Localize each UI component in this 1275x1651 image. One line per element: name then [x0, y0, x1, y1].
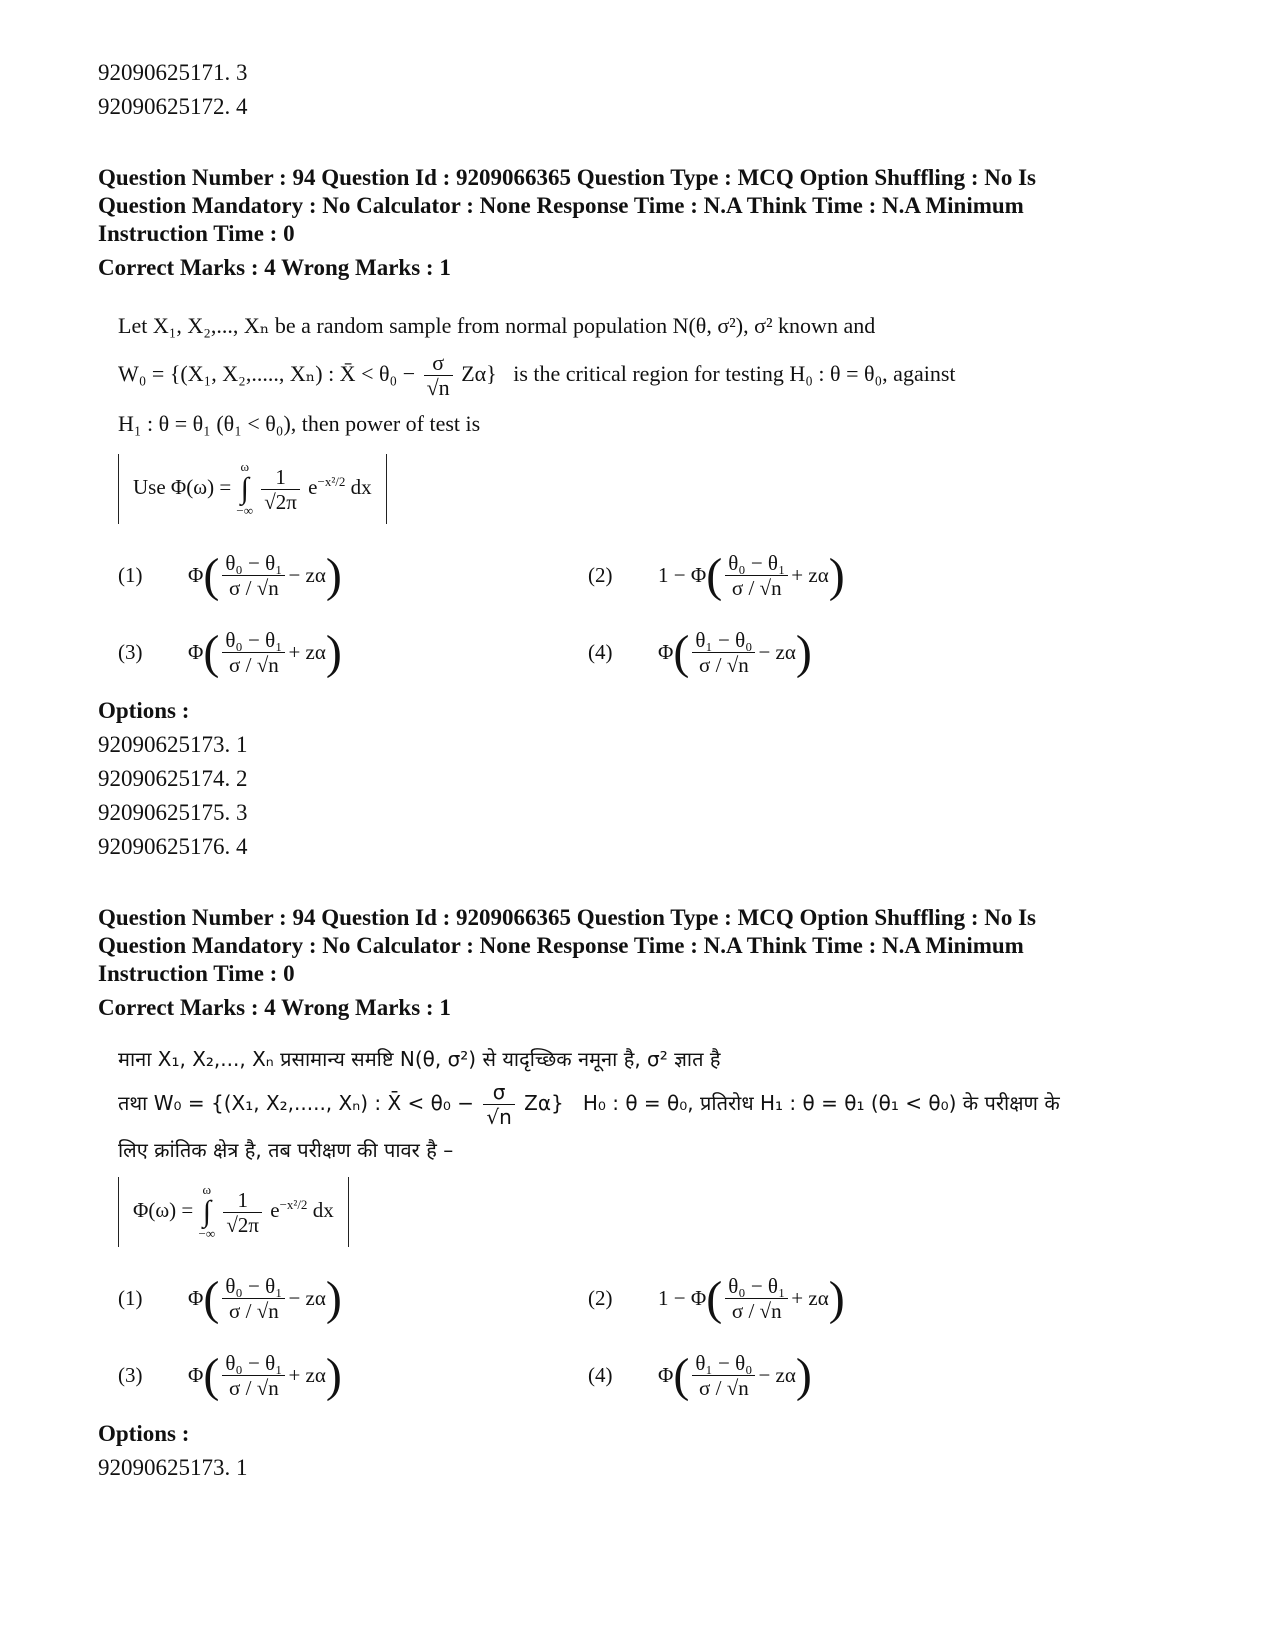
lower-limit: −∞ — [236, 503, 254, 519]
frac-num: θ₀ − θ₁ — [725, 1274, 788, 1299]
frac-num: θ₁ − θ₀ — [692, 1351, 755, 1376]
choice-4: (4) Φ ( $\frac{\text{θ₁ − θ₀}}{\sigma / √n}$ − zα ) — [588, 626, 812, 680]
choice-number: (3) — [118, 1363, 143, 1388]
choice-fraction — [222, 551, 285, 600]
choice-number: (1) — [118, 563, 143, 588]
region-left: W₀ = {(X₁, X₂,....., Xₙ) : X̄ < θ₀ − — [118, 361, 416, 386]
question-text: H₀ : θ = θ₀, प्रतिरोध H₁ : θ = θ₁ (θ₁ < θ₀) के परीक्षण के — [582, 1091, 1060, 1116]
question-marks: Correct Marks : 4 Wrong Marks : 1 — [98, 995, 451, 1021]
choice-3: (3) Φ ( $\frac{\text{θ₀ − θ₁}}{\sigma / √n}$ + zα ) — [118, 626, 342, 680]
frac-den: σ / √n — [699, 653, 749, 678]
frac-num: θ₀ − θ₁ — [222, 1274, 285, 1299]
phi-definition-box — [118, 454, 387, 524]
frac-den: σ / √n — [229, 1299, 279, 1324]
question-text: लिए क्रांतिक क्षेत्र है, तब परीक्षण की पावर है – — [118, 1138, 454, 1163]
phi-label: Φ(ω) = — [133, 1198, 194, 1223]
choice-fraction — [692, 628, 755, 677]
choices-grid — [118, 548, 1188, 680]
choice-fraction — [725, 551, 788, 600]
question-text: Let X₁, X₂,..., Xₙ be a random sample from normal population N(θ, σ²), σ² known and — [118, 313, 876, 338]
choice-number: (3) — [118, 640, 143, 665]
exp-base: e — [270, 1198, 280, 1223]
frac-num: 1 — [261, 465, 300, 490]
exponent: −x²/2 — [279, 1197, 308, 1213]
choice-number: (4) — [588, 1363, 613, 1388]
option-line: 92090625173. 1 — [98, 1455, 248, 1481]
frac-den: σ / √n — [229, 1376, 279, 1401]
question-meta: Question Number : 94 Question Id : 9209066365 Question Type : MCQ Option Shuffling : No Is — [98, 165, 1037, 190]
frac-den: √2π — [226, 1212, 260, 1237]
choice-fraction — [222, 1274, 285, 1323]
choice-prefix: Φ — [188, 1363, 204, 1388]
one-over-root-2pi — [261, 465, 300, 514]
question-meta: Question Mandatory : No Calculator : None Response Time : N.A Think Time : N.A Minimum — [98, 193, 1024, 218]
choice-number: (2) — [588, 563, 613, 588]
document-page — [98, 56, 1188, 1485]
choice-prefix: Φ — [658, 640, 674, 665]
choice-2: (2) 1 − Φ ( $\frac{\text{θ₀ − θ₁}}{\sigma / √n}$ + zα ) — [588, 1272, 845, 1326]
options-label: Options : — [98, 1421, 190, 1447]
options-label: Options : — [98, 698, 190, 724]
option-line: 92090625171. 3 — [98, 60, 248, 85]
frac-den: √n — [426, 375, 450, 401]
question-body — [118, 302, 1188, 680]
option-line: 92090625174. 2 — [98, 766, 248, 792]
choice-suffix: + zα — [791, 1286, 829, 1311]
choice-prefix: Φ — [188, 1286, 204, 1311]
region-left: तथा W₀ = {(X₁, X₂,....., Xₙ) : X̄ < θ₀ − — [118, 1091, 474, 1116]
dx: dx — [312, 1198, 334, 1223]
question-meta: Instruction Time : 0 — [98, 221, 295, 246]
dx: dx — [350, 475, 372, 500]
choice-prefix: 1 − Φ — [658, 563, 707, 588]
integral-sign: ∫ — [202, 1195, 211, 1229]
exp-base: e — [308, 475, 318, 500]
question-meta: Question Mandatory : No Calculator : None Response Time : N.A Think Time : N.A Minimum — [98, 933, 1024, 959]
upper-limit: ω — [202, 1182, 212, 1198]
choice-4: (4) Φ ( $\frac{\text{θ₁ − θ₀}}{\sigma / √n}$ − zα ) — [588, 1349, 812, 1403]
choice-fraction — [725, 1274, 788, 1323]
frac-den: √2π — [264, 489, 297, 514]
choices-grid — [118, 1271, 1188, 1403]
region-right: Zα} — [461, 361, 497, 386]
one-over-root-2pi — [223, 1188, 262, 1237]
frac-den: σ / √n — [229, 576, 279, 601]
frac-num: θ₀ − θ₁ — [222, 1351, 285, 1376]
question-meta: Instruction Time : 0 — [98, 961, 295, 987]
frac-num: θ₀ − θ₁ — [725, 551, 788, 576]
choice-1: (1) Φ ( $\frac{\text{θ₀ − θ₁}}{\sigma / √n}$ − zα ) — [118, 1272, 342, 1326]
integral-limits — [199, 1183, 216, 1241]
choice-suffix: + zα — [288, 1363, 326, 1388]
choice-number: (2) — [588, 1286, 613, 1311]
upper-limit: ω — [240, 459, 249, 475]
sigma-over-root-n — [483, 1080, 514, 1129]
phi-definition-box — [118, 1177, 349, 1247]
frac-num: θ₁ − θ₀ — [692, 628, 755, 653]
choice-number: (4) — [588, 640, 613, 665]
choice-suffix: − zα — [288, 1286, 326, 1311]
frac-den: σ / √n — [699, 1376, 749, 1401]
frac-num: σ — [424, 351, 453, 376]
frac-den: σ / √n — [731, 1299, 782, 1324]
question-text: माना X₁, X₂,..., Xₙ प्रसामान्य समष्टि N(θ, σ²) से यादृच्छिक नमूना है, σ² ज्ञात है — [118, 1047, 721, 1072]
frac-num: σ — [483, 1080, 514, 1105]
option-line: 92090625176. 4 — [98, 834, 248, 860]
choice-prefix: 1 − Φ — [658, 1286, 707, 1311]
choice-suffix: − zα — [288, 563, 326, 588]
option-line: 92090625173. 1 — [98, 732, 248, 758]
option-line: 92090625172. 4 — [98, 94, 248, 119]
integral-limits — [236, 460, 253, 518]
choice-fraction — [222, 1351, 285, 1400]
choice-prefix: Φ — [188, 563, 204, 588]
question-marks: Correct Marks : 4 Wrong Marks : 1 — [98, 255, 451, 280]
choice-3: (3) Φ ( $\frac{\text{θ₀ − θ₁}}{\sigma / √n}$ + zα ) — [118, 1349, 342, 1403]
critical-region-line — [118, 1080, 1188, 1129]
choice-prefix: Φ — [658, 1363, 674, 1388]
choice-2: (2) 1 − Φ ( $\frac{\text{θ₀ − θ₁}}{\sigma / √n}$ + zα ) — [588, 549, 845, 603]
lower-limit: −∞ — [198, 1226, 216, 1242]
question-text: is the critical region for testing H₀ : θ = θ₀, against — [513, 361, 956, 386]
question-body — [118, 1038, 1188, 1403]
choice-1: (1) Φ ( $\frac{\text{θ₀ − θ₁}}{\sigma / √n}$ − zα ) — [118, 549, 342, 603]
choice-number: (1) — [118, 1286, 143, 1311]
question-block-hindi — [98, 904, 1188, 1485]
question-text: H₁ : θ = θ₁ (θ₁ < θ₀), then power of test is — [118, 411, 481, 437]
phi-label: Use Φ(ω) = — [133, 475, 232, 500]
frac-num: θ₀ − θ₁ — [222, 551, 285, 576]
frac-den: √n — [486, 1105, 512, 1130]
frac-den: σ / √n — [731, 576, 782, 601]
frac-num: 1 — [223, 1188, 262, 1213]
sigma-over-root-n — [424, 351, 453, 400]
choice-suffix: − zα — [758, 640, 796, 665]
choice-fraction — [222, 628, 285, 677]
choice-fraction — [692, 1351, 755, 1400]
choice-suffix: + zα — [791, 563, 829, 588]
question-block-english — [98, 164, 1188, 864]
critical-region-line — [118, 350, 1188, 400]
integral-sign: ∫ — [240, 472, 249, 506]
choice-prefix: Φ — [188, 640, 204, 665]
frac-num: θ₀ − θ₁ — [222, 628, 285, 653]
question-meta: Question Number : 94 Question Id : 9209066365 Question Type : MCQ Option Shuffling : No Is — [98, 905, 1037, 931]
exponent: −x²/2 — [317, 474, 346, 490]
frac-den: σ / √n — [229, 653, 279, 678]
option-line: 92090625175. 3 — [98, 800, 248, 826]
choice-suffix: + zα — [288, 640, 326, 665]
region-right: Zα} — [524, 1091, 564, 1116]
choice-suffix: − zα — [758, 1363, 796, 1388]
